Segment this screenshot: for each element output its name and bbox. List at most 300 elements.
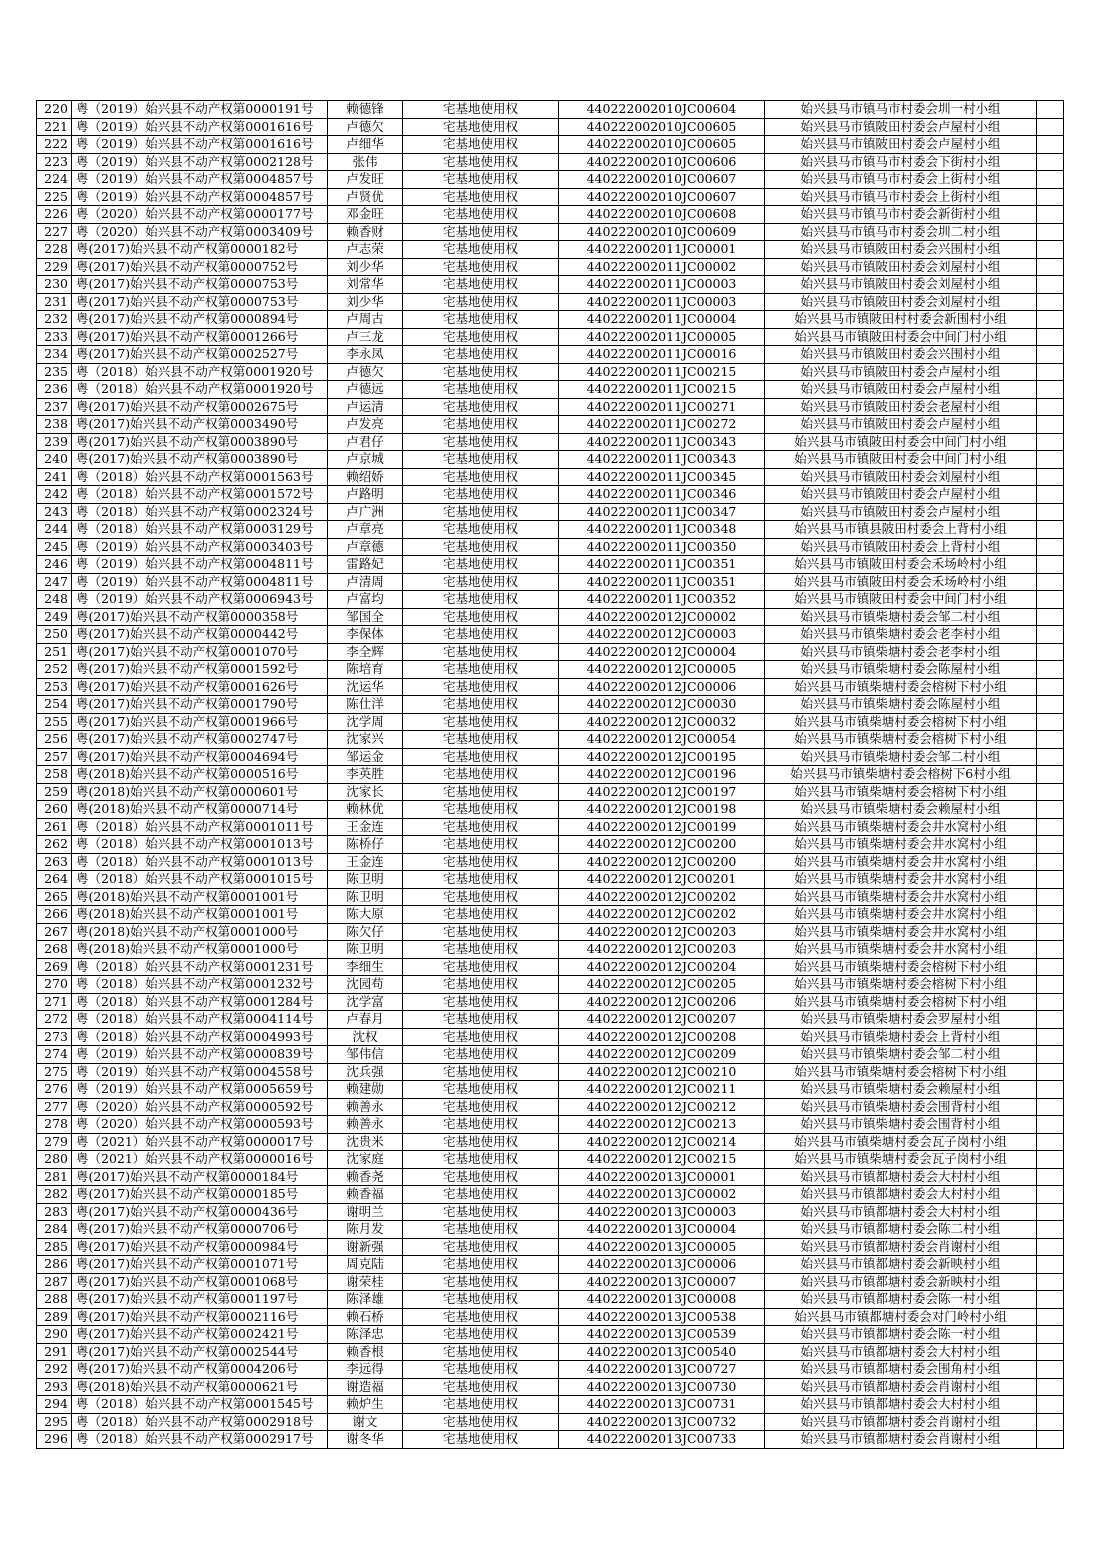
table-row xyxy=(37,1046,1064,1064)
row-number-cell: 264 xyxy=(37,871,72,889)
right-type-cell: 宅基地使用权 xyxy=(403,433,559,451)
owner-name-cell: 李细生 xyxy=(328,958,403,976)
owner-name-cell: 赖香福 xyxy=(328,1186,403,1204)
owner-name-cell: 沈家庭 xyxy=(328,1151,403,1169)
location-cell: 始兴县马市镇柴塘村委会榕树下村小组 xyxy=(765,976,1037,994)
right-type-cell: 宅基地使用权 xyxy=(403,101,559,119)
right-type-cell: 宅基地使用权 xyxy=(403,766,559,784)
location-cell: 始兴县马市镇柴塘村委会井水窝村小组 xyxy=(765,906,1037,924)
owner-name-cell: 卢德欠 xyxy=(328,363,403,381)
owner-name-cell: 邹国全 xyxy=(328,608,403,626)
parcel-code-cell: 440222002012JC00211 xyxy=(559,1081,765,1099)
owner-name-cell: 卢德远 xyxy=(328,381,403,399)
table-row xyxy=(37,1028,1064,1046)
owner-name-cell: 刘少华 xyxy=(328,258,403,276)
right-type-cell: 宅基地使用权 xyxy=(403,591,559,609)
row-number-cell: 294 xyxy=(37,1396,72,1414)
table-row xyxy=(37,346,1064,364)
remark-cell xyxy=(1037,293,1064,311)
owner-name-cell: 卢章亮 xyxy=(328,521,403,539)
owner-name-cell: 卢章德 xyxy=(328,538,403,556)
location-cell: 始兴县马市镇都塘村委会大村村小组 xyxy=(765,1396,1037,1414)
row-number-cell: 221 xyxy=(37,118,72,136)
table-row xyxy=(37,433,1064,451)
owner-name-cell: 沈学富 xyxy=(328,993,403,1011)
row-number-cell: 260 xyxy=(37,801,72,819)
right-type-cell: 宅基地使用权 xyxy=(403,871,559,889)
location-cell: 始兴县马市镇柴塘村委会瓦子岗村小组 xyxy=(765,1133,1037,1151)
remark-cell xyxy=(1037,188,1064,206)
table-row xyxy=(37,1431,1064,1449)
certificate-number-cell: 粤(2017)始兴县不动产权第0001070号 xyxy=(72,643,328,661)
row-number-cell: 274 xyxy=(37,1046,72,1064)
row-number-cell: 235 xyxy=(37,363,72,381)
table-row xyxy=(37,1151,1064,1169)
parcel-code-cell: 440222002012JC00200 xyxy=(559,853,765,871)
row-number-cell: 253 xyxy=(37,678,72,696)
certificate-number-cell: 粤（2018）始兴县不动产权第0001545号 xyxy=(72,1396,328,1414)
certificate-number-cell: 粤(2017)始兴县不动产权第0002116号 xyxy=(72,1308,328,1326)
remark-cell xyxy=(1037,853,1064,871)
row-number-cell: 295 xyxy=(37,1413,72,1431)
remark-cell xyxy=(1037,433,1064,451)
certificate-number-cell: 粤(2017)始兴县不动产权第0001068号 xyxy=(72,1273,328,1291)
certificate-number-cell: 粤(2017)始兴县不动产权第0000753号 xyxy=(72,293,328,311)
owner-name-cell: 雷路妃 xyxy=(328,556,403,574)
location-cell: 始兴县马市镇马市村委会圳一村小组 xyxy=(765,101,1037,119)
owner-name-cell: 赖香财 xyxy=(328,223,403,241)
location-cell: 始兴县马市镇都塘村委会新映村小组 xyxy=(765,1256,1037,1274)
certificate-number-cell: 粤(2017)始兴县不动产权第0001592号 xyxy=(72,661,328,679)
table-row xyxy=(37,836,1064,854)
right-type-cell: 宅基地使用权 xyxy=(403,1378,559,1396)
row-number-cell: 259 xyxy=(37,783,72,801)
location-cell: 始兴县马市镇柴塘村委会上背村小组 xyxy=(765,1028,1037,1046)
owner-name-cell: 谢造福 xyxy=(328,1378,403,1396)
row-number-cell: 250 xyxy=(37,626,72,644)
row-number-cell: 267 xyxy=(37,923,72,941)
right-type-cell: 宅基地使用权 xyxy=(403,118,559,136)
certificate-number-cell: 粤(2018)始兴县不动产权第0000621号 xyxy=(72,1378,328,1396)
table-row xyxy=(37,171,1064,189)
owner-name-cell: 沈园苟 xyxy=(328,976,403,994)
remark-cell xyxy=(1037,871,1064,889)
parcel-code-cell: 440222002012JC00206 xyxy=(559,993,765,1011)
row-number-cell: 290 xyxy=(37,1326,72,1344)
right-type-cell: 宅基地使用权 xyxy=(403,626,559,644)
remark-cell xyxy=(1037,206,1064,224)
certificate-number-cell: 粤（2018）始兴县不动产权第0001231号 xyxy=(72,958,328,976)
row-number-cell: 238 xyxy=(37,416,72,434)
owner-name-cell: 陈欠仔 xyxy=(328,923,403,941)
parcel-code-cell: 440222002011JC00343 xyxy=(559,433,765,451)
location-cell: 始兴县马市镇都塘村委会陈一村小组 xyxy=(765,1326,1037,1344)
table-row xyxy=(37,573,1064,591)
location-cell: 始兴县马市镇陂田村委会卢屋村小组 xyxy=(765,416,1037,434)
parcel-code-cell: 440222002012JC00195 xyxy=(559,748,765,766)
certificate-number-cell: 粤(2018)始兴县不动产权第0001000号 xyxy=(72,941,328,959)
table-row xyxy=(37,451,1064,469)
owner-name-cell: 赖炉生 xyxy=(328,1396,403,1414)
table-row xyxy=(37,1203,1064,1221)
parcel-code-cell: 440222002013JC00005 xyxy=(559,1238,765,1256)
right-type-cell: 宅基地使用权 xyxy=(403,1098,559,1116)
parcel-code-cell: 440222002012JC00200 xyxy=(559,836,765,854)
owner-name-cell: 卢京城 xyxy=(328,451,403,469)
right-type-cell: 宅基地使用权 xyxy=(403,521,559,539)
table-row xyxy=(37,941,1064,959)
right-type-cell: 宅基地使用权 xyxy=(403,1308,559,1326)
location-cell: 始兴县马市镇柴塘村委会榕树下村小组 xyxy=(765,713,1037,731)
remark-cell xyxy=(1037,1046,1064,1064)
table-row xyxy=(37,1256,1064,1274)
owner-name-cell: 李永凤 xyxy=(328,346,403,364)
right-type-cell: 宅基地使用权 xyxy=(403,258,559,276)
certificate-number-cell: 粤(2017)始兴县不动产权第0000436号 xyxy=(72,1203,328,1221)
certificate-number-cell: 粤（2018）始兴县不动产权第0002324号 xyxy=(72,503,328,521)
location-cell: 始兴县马市镇马市村委会上街村小组 xyxy=(765,188,1037,206)
table-row xyxy=(37,241,1064,259)
row-number-cell: 292 xyxy=(37,1361,72,1379)
table-row xyxy=(37,1326,1064,1344)
parcel-code-cell: 440222002011JC00001 xyxy=(559,241,765,259)
certificate-number-cell: 粤（2018）始兴县不动产权第0003129号 xyxy=(72,521,328,539)
right-type-cell: 宅基地使用权 xyxy=(403,906,559,924)
location-cell: 始兴县马市镇柴塘村委会井水窝村小组 xyxy=(765,923,1037,941)
parcel-code-cell: 440222002011JC00350 xyxy=(559,538,765,556)
remark-cell xyxy=(1037,311,1064,329)
certificate-number-cell: 粤（2018）始兴县不动产权第0004114号 xyxy=(72,1011,328,1029)
remark-cell xyxy=(1037,783,1064,801)
owner-name-cell: 赖林优 xyxy=(328,801,403,819)
right-type-cell: 宅基地使用权 xyxy=(403,993,559,1011)
row-number-cell: 272 xyxy=(37,1011,72,1029)
parcel-code-cell: 440222002011JC00348 xyxy=(559,521,765,539)
certificate-number-cell: 粤（2021）始兴县不动产权第0000016号 xyxy=(72,1151,328,1169)
location-cell: 始兴县马市镇陂田村委会刘屋村小组 xyxy=(765,293,1037,311)
remark-cell xyxy=(1037,346,1064,364)
remark-cell xyxy=(1037,136,1064,154)
remark-cell xyxy=(1037,398,1064,416)
row-number-cell: 220 xyxy=(37,101,72,119)
right-type-cell: 宅基地使用权 xyxy=(403,731,559,749)
location-cell: 始兴县马市镇柴塘村委会井水窝村小组 xyxy=(765,818,1037,836)
certificate-number-cell: 粤（2019）始兴县不动产权第0005659号 xyxy=(72,1081,328,1099)
remark-cell xyxy=(1037,1326,1064,1344)
right-type-cell: 宅基地使用权 xyxy=(403,223,559,241)
row-number-cell: 258 xyxy=(37,766,72,784)
remark-cell xyxy=(1037,118,1064,136)
parcel-code-cell: 440222002012JC00209 xyxy=(559,1046,765,1064)
location-cell: 始兴县马市镇都塘村委会大村村小组 xyxy=(765,1343,1037,1361)
location-cell: 始兴县马市镇陂田村委会卢屋村小组 xyxy=(765,136,1037,154)
row-number-cell: 228 xyxy=(37,241,72,259)
certificate-number-cell: 粤(2017)始兴县不动产权第0000752号 xyxy=(72,258,328,276)
right-type-cell: 宅基地使用权 xyxy=(403,608,559,626)
right-type-cell: 宅基地使用权 xyxy=(403,958,559,976)
certificate-number-cell: 粤(2018)始兴县不动产权第0000714号 xyxy=(72,801,328,819)
right-type-cell: 宅基地使用权 xyxy=(403,941,559,959)
parcel-code-cell: 440222002011JC00215 xyxy=(559,381,765,399)
certificate-number-cell: 粤（2019）始兴县不动产权第0004811号 xyxy=(72,556,328,574)
owner-name-cell: 卢发旺 xyxy=(328,171,403,189)
right-type-cell: 宅基地使用权 xyxy=(403,276,559,294)
table-row xyxy=(37,1291,1064,1309)
table-row xyxy=(37,783,1064,801)
owner-name-cell: 王金连 xyxy=(328,818,403,836)
table-row xyxy=(37,521,1064,539)
owner-name-cell: 卢三龙 xyxy=(328,328,403,346)
table-row xyxy=(37,888,1064,906)
certificate-number-cell: 粤（2019）始兴县不动产权第0006943号 xyxy=(72,591,328,609)
remark-cell xyxy=(1037,836,1064,854)
parcel-code-cell: 440222002010JC00606 xyxy=(559,153,765,171)
right-type-cell: 宅基地使用权 xyxy=(403,1361,559,1379)
remark-cell xyxy=(1037,941,1064,959)
table-row xyxy=(37,993,1064,1011)
parcel-code-cell: 440222002012JC00054 xyxy=(559,731,765,749)
remark-cell xyxy=(1037,171,1064,189)
location-cell: 始兴县马市镇柴塘村委会老李村小组 xyxy=(765,626,1037,644)
remark-cell xyxy=(1037,1378,1064,1396)
owner-name-cell: 邹伟信 xyxy=(328,1046,403,1064)
location-cell: 始兴县马市镇都塘村委会大村村小组 xyxy=(765,1186,1037,1204)
remark-cell xyxy=(1037,906,1064,924)
owner-name-cell: 周克陆 xyxy=(328,1256,403,1274)
certificate-number-cell: 粤(2017)始兴县不动产权第0000894号 xyxy=(72,311,328,329)
location-cell: 始兴县马市镇都塘村委会肖谢村小组 xyxy=(765,1378,1037,1396)
row-number-cell: 242 xyxy=(37,486,72,504)
owner-name-cell: 李英胜 xyxy=(328,766,403,784)
location-cell: 始兴县马市镇陂田村委会刘屋村小组 xyxy=(765,468,1037,486)
location-cell: 始兴县马市镇陂田村委会禾场岭村小组 xyxy=(765,573,1037,591)
parcel-code-cell: 440222002012JC00003 xyxy=(559,626,765,644)
right-type-cell: 宅基地使用权 xyxy=(403,1256,559,1274)
right-type-cell: 宅基地使用权 xyxy=(403,853,559,871)
owner-name-cell: 李远得 xyxy=(328,1361,403,1379)
remark-cell xyxy=(1037,573,1064,591)
table-row xyxy=(37,101,1064,119)
row-number-cell: 241 xyxy=(37,468,72,486)
table-row xyxy=(37,1133,1064,1151)
parcel-code-cell: 440222002012JC00201 xyxy=(559,871,765,889)
owner-name-cell: 谢冬华 xyxy=(328,1431,403,1449)
row-number-cell: 239 xyxy=(37,433,72,451)
certificate-number-cell: 粤(2017)始兴县不动产权第0001790号 xyxy=(72,696,328,714)
certificate-number-cell: 粤(2018)始兴县不动产权第0000516号 xyxy=(72,766,328,784)
certificate-number-cell: 粤(2017)始兴县不动产权第0000182号 xyxy=(72,241,328,259)
row-number-cell: 257 xyxy=(37,748,72,766)
owner-name-cell: 赖香尧 xyxy=(328,1168,403,1186)
owner-name-cell: 赖善永 xyxy=(328,1098,403,1116)
parcel-code-cell: 440222002011JC00272 xyxy=(559,416,765,434)
parcel-code-cell: 440222002013JC00006 xyxy=(559,1256,765,1274)
parcel-code-cell: 440222002010JC00607 xyxy=(559,171,765,189)
right-type-cell: 宅基地使用权 xyxy=(403,503,559,521)
owner-name-cell: 卢春月 xyxy=(328,1011,403,1029)
table-row xyxy=(37,1378,1064,1396)
table-row xyxy=(37,1098,1064,1116)
right-type-cell: 宅基地使用权 xyxy=(403,923,559,941)
parcel-code-cell: 440222002012JC00002 xyxy=(559,608,765,626)
parcel-code-cell: 440222002012JC00204 xyxy=(559,958,765,976)
location-cell: 始兴县马市镇柴塘村委会瓦子岗村小组 xyxy=(765,1151,1037,1169)
certificate-number-cell: 粤（2018）始兴县不动产权第0001011号 xyxy=(72,818,328,836)
location-cell: 始兴县马市镇柴塘村委会榕树下村小组 xyxy=(765,958,1037,976)
owner-name-cell: 卢发亮 xyxy=(328,416,403,434)
row-number-cell: 273 xyxy=(37,1028,72,1046)
certificate-number-cell: 粤（2018）始兴县不动产权第0001232号 xyxy=(72,976,328,994)
remark-cell xyxy=(1037,608,1064,626)
location-cell: 始兴县马市镇柴塘村委会罗屋村小组 xyxy=(765,1011,1037,1029)
owner-name-cell: 赖建勋 xyxy=(328,1081,403,1099)
certificate-number-cell: 粤（2019）始兴县不动产权第0000191号 xyxy=(72,101,328,119)
certificate-number-cell: 粤（2018）始兴县不动产权第0001572号 xyxy=(72,486,328,504)
parcel-code-cell: 440222002011JC00346 xyxy=(559,486,765,504)
certificate-number-cell: 粤(2017)始兴县不动产权第0000442号 xyxy=(72,626,328,644)
location-cell: 始兴县马市镇陂田村委会禾场岭村小组 xyxy=(765,556,1037,574)
right-type-cell: 宅基地使用权 xyxy=(403,1186,559,1204)
location-cell: 始兴县马市镇柴塘村委会榕树下村小组 xyxy=(765,1063,1037,1081)
owner-name-cell: 陈卫明 xyxy=(328,941,403,959)
location-cell: 始兴县马市镇都塘村委会大村村小组 xyxy=(765,1168,1037,1186)
right-type-cell: 宅基地使用权 xyxy=(403,538,559,556)
right-type-cell: 宅基地使用权 xyxy=(403,643,559,661)
row-number-cell: 232 xyxy=(37,311,72,329)
right-type-cell: 宅基地使用权 xyxy=(403,381,559,399)
table-row xyxy=(37,381,1064,399)
parcel-code-cell: 440222002012JC00202 xyxy=(559,906,765,924)
right-type-cell: 宅基地使用权 xyxy=(403,1046,559,1064)
table-row xyxy=(37,678,1064,696)
row-number-cell: 286 xyxy=(37,1256,72,1274)
parcel-code-cell: 440222002012JC00214 xyxy=(559,1133,765,1151)
parcel-code-cell: 440222002012JC00198 xyxy=(559,801,765,819)
right-type-cell: 宅基地使用权 xyxy=(403,1168,559,1186)
parcel-code-cell: 440222002010JC00605 xyxy=(559,118,765,136)
right-type-cell: 宅基地使用权 xyxy=(403,328,559,346)
parcel-code-cell: 440222002010JC00609 xyxy=(559,223,765,241)
location-cell: 始兴县马市镇马市村委会新街村小组 xyxy=(765,206,1037,224)
certificate-number-cell: 粤（2018）始兴县不动产权第0001013号 xyxy=(72,853,328,871)
owner-name-cell: 沈贵米 xyxy=(328,1133,403,1151)
row-number-cell: 283 xyxy=(37,1203,72,1221)
remark-cell xyxy=(1037,223,1064,241)
table-row xyxy=(37,1116,1064,1134)
certificate-number-cell: 粤（2019）始兴县不动产权第0001616号 xyxy=(72,136,328,154)
location-cell: 始兴县马市镇柴塘村委会榕树下6村小组 xyxy=(765,766,1037,784)
right-type-cell: 宅基地使用权 xyxy=(403,1081,559,1099)
parcel-code-cell: 440222002010JC00604 xyxy=(559,101,765,119)
certificate-number-cell: 粤(2017)始兴县不动产权第0001071号 xyxy=(72,1256,328,1274)
parcel-code-cell: 440222002010JC00607 xyxy=(559,188,765,206)
row-number-cell: 234 xyxy=(37,346,72,364)
parcel-code-cell: 440222002011JC00004 xyxy=(559,311,765,329)
remark-cell xyxy=(1037,976,1064,994)
table-row xyxy=(37,398,1064,416)
remark-cell xyxy=(1037,1221,1064,1239)
parcel-code-cell: 440222002012JC00212 xyxy=(559,1098,765,1116)
location-cell: 始兴县马市镇陂田村委会老屋村小组 xyxy=(765,398,1037,416)
table-row xyxy=(37,608,1064,626)
table-row xyxy=(37,1413,1064,1431)
row-number-cell: 265 xyxy=(37,888,72,906)
certificate-number-cell: 粤(2017)始兴县不动产权第0002421号 xyxy=(72,1326,328,1344)
owner-name-cell: 刘少华 xyxy=(328,293,403,311)
certificate-number-cell: 粤(2017)始兴县不动产权第0000358号 xyxy=(72,608,328,626)
remark-cell xyxy=(1037,1116,1064,1134)
location-cell: 始兴县马市镇陂田村委会卢屋村小组 xyxy=(765,363,1037,381)
right-type-cell: 宅基地使用权 xyxy=(403,1396,559,1414)
remark-cell xyxy=(1037,1028,1064,1046)
remark-cell xyxy=(1037,1133,1064,1151)
table-row xyxy=(37,1343,1064,1361)
row-number-cell: 279 xyxy=(37,1133,72,1151)
owner-name-cell: 沈家长 xyxy=(328,783,403,801)
location-cell: 始兴县马市镇都塘村委会大村村小组 xyxy=(765,1203,1037,1221)
location-cell: 始兴县马市镇柴塘村委会赖屋村小组 xyxy=(765,1081,1037,1099)
table-row xyxy=(37,363,1064,381)
location-cell: 始兴县马市镇陂田村委会卢屋村小组 xyxy=(765,381,1037,399)
remark-cell xyxy=(1037,538,1064,556)
table-row xyxy=(37,923,1064,941)
right-type-cell: 宅基地使用权 xyxy=(403,696,559,714)
right-type-cell: 宅基地使用权 xyxy=(403,206,559,224)
right-type-cell: 宅基地使用权 xyxy=(403,661,559,679)
owner-name-cell: 陈泽忠 xyxy=(328,1326,403,1344)
parcel-code-cell: 440222002011JC00005 xyxy=(559,328,765,346)
remark-cell xyxy=(1037,923,1064,941)
table-row xyxy=(37,118,1064,136)
location-cell: 始兴县马市镇柴塘村委会邹二村小组 xyxy=(765,608,1037,626)
parcel-code-cell: 440222002012JC00030 xyxy=(559,696,765,714)
location-cell: 始兴县马市镇陂田村委会卢屋村小组 xyxy=(765,503,1037,521)
certificate-number-cell: 粤(2017)始兴县不动产权第0001966号 xyxy=(72,713,328,731)
parcel-code-cell: 440222002013JC00002 xyxy=(559,1186,765,1204)
parcel-code-cell: 440222002012JC00203 xyxy=(559,923,765,941)
location-cell: 始兴县马市镇柴塘村委会赖屋村小组 xyxy=(765,801,1037,819)
parcel-code-cell: 440222002013JC00731 xyxy=(559,1396,765,1414)
parcel-code-cell: 440222002011JC00271 xyxy=(559,398,765,416)
parcel-code-cell: 440222002012JC00197 xyxy=(559,783,765,801)
right-type-cell: 宅基地使用权 xyxy=(403,573,559,591)
row-number-cell: 222 xyxy=(37,136,72,154)
right-type-cell: 宅基地使用权 xyxy=(403,976,559,994)
owner-name-cell: 卢君仔 xyxy=(328,433,403,451)
remark-cell xyxy=(1037,801,1064,819)
table-row xyxy=(37,1308,1064,1326)
remark-cell xyxy=(1037,556,1064,574)
remark-cell xyxy=(1037,1098,1064,1116)
remark-cell xyxy=(1037,101,1064,119)
remark-cell xyxy=(1037,1063,1064,1081)
right-type-cell: 宅基地使用权 xyxy=(403,713,559,731)
row-number-cell: 230 xyxy=(37,276,72,294)
table-row xyxy=(37,328,1064,346)
certificate-number-cell: 粤（2018）始兴县不动产权第0001015号 xyxy=(72,871,328,889)
owner-name-cell: 沈家兴 xyxy=(328,731,403,749)
remark-cell xyxy=(1037,766,1064,784)
row-number-cell: 243 xyxy=(37,503,72,521)
remark-cell xyxy=(1037,328,1064,346)
parcel-code-cell: 440222002013JC00732 xyxy=(559,1413,765,1431)
table-row xyxy=(37,416,1064,434)
remark-cell xyxy=(1037,731,1064,749)
remark-cell xyxy=(1037,1256,1064,1274)
row-number-cell: 226 xyxy=(37,206,72,224)
location-cell: 始兴县马市镇都塘村委会陈二村小组 xyxy=(765,1221,1037,1239)
right-type-cell: 宅基地使用权 xyxy=(403,416,559,434)
